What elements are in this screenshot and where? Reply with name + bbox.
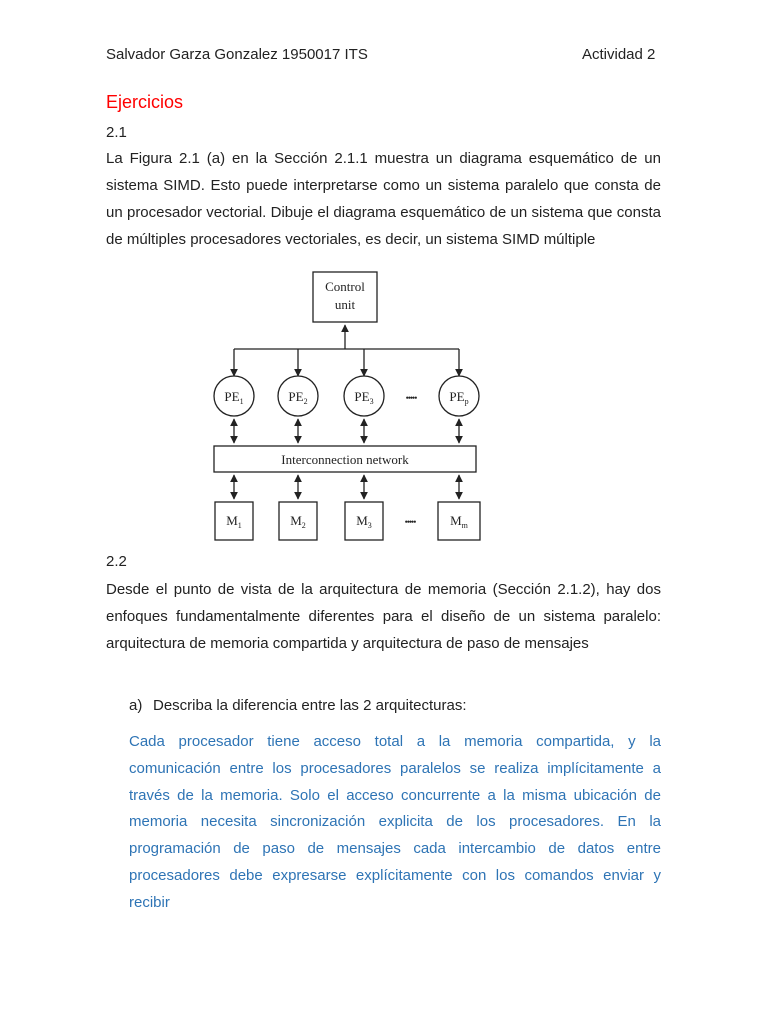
memory-2-label: $M_2$	[290, 513, 306, 530]
pe-3-label: $PE_3$	[354, 389, 374, 406]
simd-diagram	[205, 262, 485, 544]
exercise-2-2-text: Desde el punto de vista de la arquitectura de memoria (Sección 2.1.2), hay dos enfoques fundamentalmente diferentes para el diseño de un sistema paralelo: arquitectura de memoria compartida y arquitectura de paso de mensajes	[106, 581, 661, 652]
pe-p-label: $PE_p$	[449, 389, 469, 406]
item-a-prompt: Describa la diferencia entre las 2 arquitecturas:	[153, 697, 467, 714]
exercise-2-2-number: 2.2	[106, 553, 127, 570]
control-unit-label-2: unit	[334, 297, 356, 312]
header-author: Salvador Garza Gonzalez 1950017 ITS	[106, 46, 368, 63]
exercise-2-1-text: La Figura 2.1 (a) en la Sección 2.1.1 muestra un diagrama esquemático de un sistema SIMD. Esto puede interpretarse como un sistema paralelo que consta de un procesador vectorial. Dibuje el diagrama esquemático de un sistema que consta de múltiples procesadores vectoriales, es decir, un sistema SIMD múltiple	[106, 150, 661, 248]
pe-ellipsis: •••••	[405, 393, 417, 403]
memory-3-label: $M_3$	[356, 513, 372, 530]
control-unit-label-1: Control	[325, 279, 365, 294]
item-a-label: a)	[129, 697, 143, 714]
memory-1-label: $M_1$	[226, 513, 242, 530]
memory-ellipsis: •••••	[404, 517, 416, 527]
header-activity: Actividad 2	[582, 46, 656, 63]
pe-2-label: $PE_2$	[288, 389, 308, 406]
item-a-answer: Cada procesador tiene acceso total a la memoria compartida, y la comunicación entre los procesadores paralelos se realiza implícitamente a través de la memoria. Solo el acceso concurrente a la misma ubicación de memoria necesita sincronización explicita de los procesadores. En la programación de paso de mensajes cada intercambio de datos entre procesadores debe expresarse explícitamente con los comandos enviar y recibir	[129, 733, 661, 911]
section-title: Ejercicios	[106, 92, 184, 112]
memory-m-label: $M_m$	[450, 513, 468, 530]
interconnection-network-label: Interconnection network	[281, 452, 409, 467]
pe-1-label: $PE_1$	[224, 389, 244, 406]
exercise-2-1-number: 2.1	[106, 124, 127, 141]
